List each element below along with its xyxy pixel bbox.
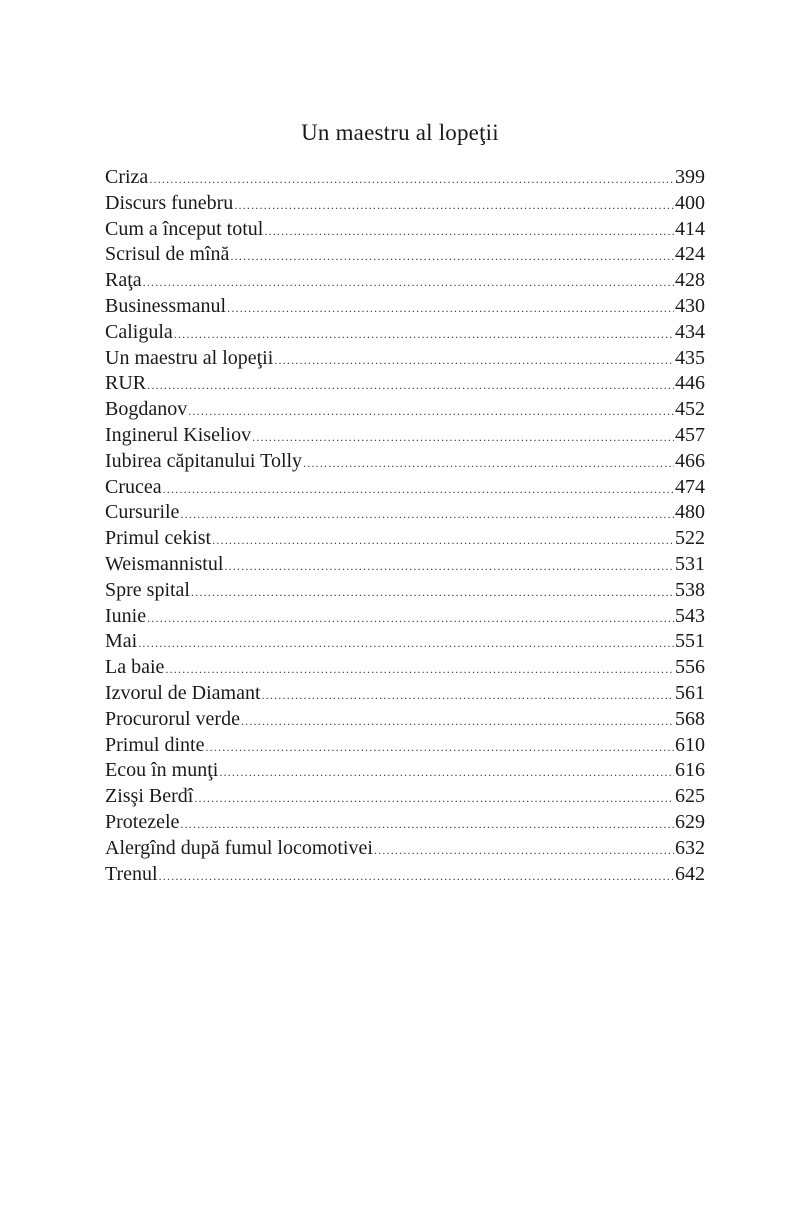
toc-entry-page-number: 610 [675, 733, 705, 756]
toc-entry-page-number: 452 [675, 398, 705, 421]
toc-entry-page-number: 399 [675, 166, 705, 188]
toc-entry-page-number: 428 [675, 269, 705, 292]
toc-entry-title: Mai [105, 630, 138, 653]
toc-entry-page-number: 414 [675, 217, 705, 240]
toc-entry [105, 242, 705, 268]
toc-entry [105, 294, 705, 320]
toc-entry-title: Inginerul Kiseliov [105, 423, 252, 446]
toc-entry-page-number: 474 [675, 475, 705, 498]
toc-entry-page-number: 466 [675, 449, 705, 472]
dot-leader [165, 657, 674, 681]
toc-entry [105, 423, 705, 449]
toc-entry-title: Businessmanul [105, 294, 227, 317]
toc-entry-title: Trenul [105, 862, 158, 885]
toc-entry-page-number: 543 [675, 604, 705, 627]
toc-entry-title: Primul cekist [105, 527, 212, 550]
toc-entry [105, 500, 705, 526]
toc-entry-title: Bogdanov [105, 398, 188, 421]
toc-entry [105, 758, 705, 784]
toc-entry-page-number: 556 [675, 656, 705, 679]
dot-leader [264, 219, 674, 243]
toc-entry [105, 707, 705, 733]
toc-entry-title: Weismannistul [105, 552, 224, 575]
toc-entry [105, 191, 705, 217]
dot-leader [188, 399, 674, 423]
toc-entry-page-number: 446 [675, 372, 705, 395]
dot-leader [147, 606, 674, 630]
toc-entry [105, 578, 705, 604]
toc-entry [105, 810, 705, 836]
toc-entry-title: Un maestru al lopeţii [105, 346, 274, 369]
toc-entry-title: Cursurile [105, 501, 180, 524]
toc-entry-page-number: 435 [675, 346, 705, 369]
dot-leader [234, 193, 674, 217]
toc-entry [105, 836, 705, 862]
toc-entry-page-number: 538 [675, 578, 705, 601]
toc-entry-page-number: 629 [675, 810, 705, 833]
toc-entry [105, 217, 705, 243]
toc-entry-page-number: 561 [675, 681, 705, 704]
toc-entry [105, 268, 705, 294]
dot-leader [194, 786, 674, 810]
dot-leader [149, 167, 674, 191]
toc-entry-title: Scrisul de mînă [105, 243, 230, 266]
toc-entry-page-number: 430 [675, 294, 705, 317]
section-title: Un maestru al lopeţii [301, 120, 499, 145]
dot-leader [374, 838, 674, 862]
dot-leader [147, 373, 674, 397]
toc-entry [105, 371, 705, 397]
dot-leader [230, 244, 674, 268]
toc-entry-title: Alergînd după fumul locomotivei [105, 836, 373, 859]
toc-entry-page-number: 400 [675, 191, 705, 214]
toc-entry-title: Iunie [105, 604, 147, 627]
toc-entry-title: Procurorul verde [105, 707, 240, 730]
toc-entry-title: Izvorul de Diamant [105, 681, 261, 704]
dot-leader [219, 760, 674, 784]
toc-entry-title: Spre spital [105, 578, 190, 601]
toc-entry-page-number: 480 [675, 501, 705, 524]
toc-entry-title: RUR [105, 372, 147, 395]
toc-entry [105, 655, 705, 681]
dot-leader [174, 322, 674, 346]
toc-entry-title: Protezele [105, 810, 180, 833]
toc-entry-title: La baie [105, 656, 165, 679]
dot-leader [191, 580, 674, 604]
toc-entry [105, 552, 705, 578]
dot-leader [227, 296, 674, 320]
toc-entry-title: Criza [105, 166, 149, 188]
toc-entry [105, 526, 705, 552]
toc-entry [105, 320, 705, 346]
toc-entry-title: Ecou în munţi [105, 759, 219, 782]
dot-leader [252, 425, 674, 449]
dot-leader [303, 451, 674, 475]
table-of-contents [105, 165, 705, 887]
toc-entry [105, 604, 705, 630]
toc-entry-page-number: 568 [675, 707, 705, 730]
toc-entry-page-number: 522 [675, 527, 705, 550]
toc-entry-page-number: 531 [675, 552, 705, 575]
toc-entry-page-number: 457 [675, 423, 705, 446]
toc-entry [105, 784, 705, 810]
toc-entry-title: Iubirea căpitanului Tolly [105, 449, 303, 472]
toc-entry-page-number: 551 [675, 630, 705, 653]
toc-entry-title: Discurs funebru [105, 191, 234, 214]
toc-entry-title: Zisşi Berdî [105, 785, 194, 808]
toc-entry-title: Raţa [105, 269, 142, 292]
toc-entry-page-number: 434 [675, 320, 705, 343]
dot-leader [241, 709, 674, 733]
toc-entry-title: Caligula [105, 320, 173, 343]
dot-leader [205, 735, 674, 759]
toc-entry-page-number: 625 [675, 785, 705, 808]
toc-entry-title: Primul dinte [105, 733, 205, 756]
toc-entry-page-number: 616 [675, 759, 705, 782]
toc-entry [105, 681, 705, 707]
toc-entry [105, 862, 705, 888]
toc-entry-page-number: 424 [675, 243, 705, 266]
dot-leader [212, 528, 674, 552]
toc-entry [105, 733, 705, 759]
toc-entry [105, 475, 705, 501]
toc-entry [105, 449, 705, 475]
toc-entry [105, 397, 705, 423]
toc-entry [105, 346, 705, 372]
dot-leader [180, 502, 674, 526]
dot-leader [159, 864, 674, 888]
dot-leader [274, 348, 674, 372]
toc-entry [105, 165, 705, 191]
dot-leader [224, 554, 674, 578]
toc-entry-title: Cum a început totul [105, 217, 264, 240]
toc-entry-page-number: 642 [675, 862, 705, 885]
toc-entry-title: Crucea [105, 475, 162, 498]
toc-entry-page-number: 632 [675, 836, 705, 859]
toc-entry [105, 629, 705, 655]
dot-leader [180, 812, 674, 836]
dot-leader [143, 270, 674, 294]
dot-leader [163, 477, 674, 501]
dot-leader [138, 631, 674, 655]
dot-leader [262, 683, 675, 707]
